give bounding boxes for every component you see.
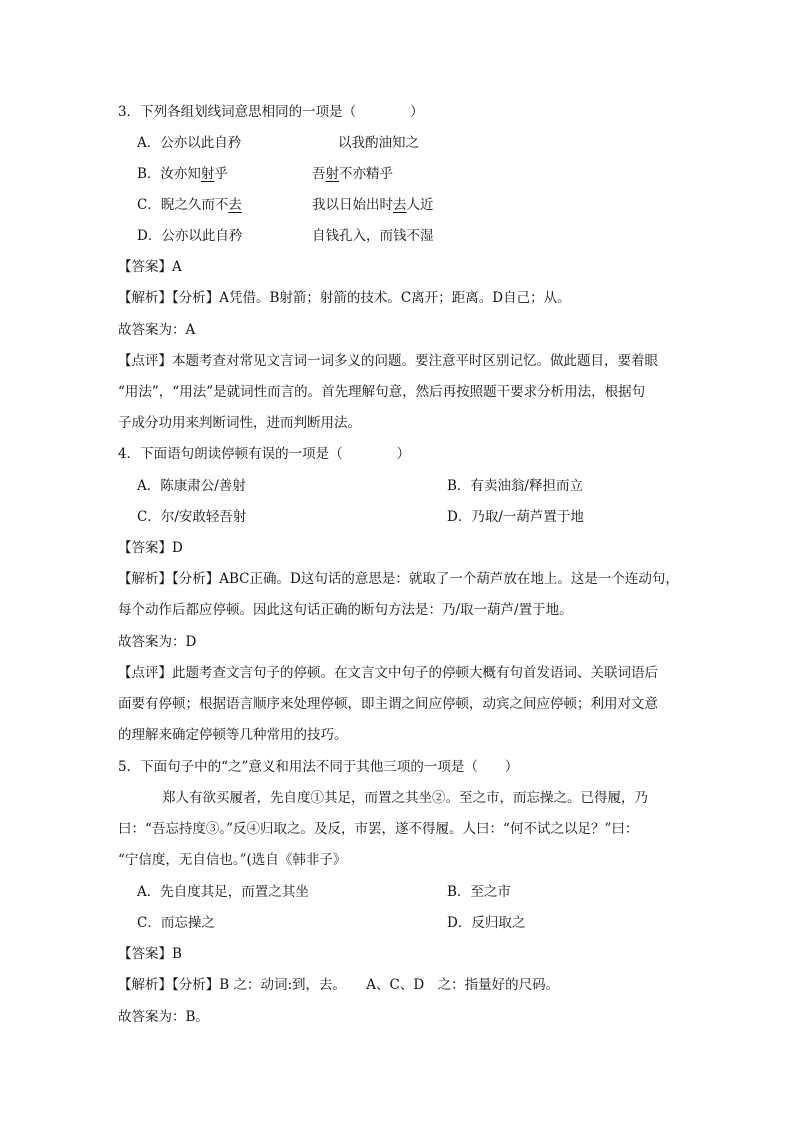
analysis-text: A凭借。B射箭；射箭的技术。C离开；距离。D自己；从。 [219,290,571,306]
q3-comment-line-2: “用法”，“用法”是就词性而言的。首先理解句意，然后再按照题干要求分析用法，根据句 [118,384,646,400]
q3-option-d-right: 自钱孔入，而钱不湿 [312,228,434,244]
text: 我以日始出时 [312,197,393,213]
analysis-text: B 之：动词:到，去。 A、C、D 之：指量好的尺码。 [219,977,560,993]
text: 不亦精乎 [339,166,393,182]
analysis-tag: 【解析】【分析】 [118,290,220,306]
q4-option-c: C．尔/安敢轻吾射 [137,509,247,525]
q5-option-b: B．至之市 [447,884,511,900]
text: 吾 [312,166,326,182]
q4-option-a: A．陈康肃公/善射 [137,478,246,494]
q5-option-c: C．而忘操之 [137,915,215,931]
underlined-word: 射 [200,166,215,182]
q3-option-a-left: A．公亦以此自矜 [137,135,242,151]
q4-comment-line-1 [118,663,658,683]
q5-answer [118,944,182,964]
analysis-tag: 【解析】【分析】 [118,977,220,993]
q4-stem: 4．下面语句朗读停顿有误的一项是（ ） [118,446,411,462]
comment-text: 本题考查对常见文言词一词多义的问题。要注意平时区别记忆。做此题目，要着眼 [172,353,658,369]
q3-option-c-right [312,195,434,215]
q5-passage-line-3: “宁信度，无自信也。”(选自《韩非子》 [118,852,347,868]
q4-answer [118,538,183,558]
q4-analysis-line-2: 每个动作后都应停顿。因此这句话正确的断句方法是：乃/取一葫芦/置于地。 [118,602,573,618]
comment-tag: 【点评】 [118,353,172,369]
answer-tag: 【答案】 [118,259,172,275]
q3-option-b-left [137,164,228,184]
answer-value: D [172,540,183,556]
underlined-word: 射 [325,166,339,182]
q4-comment-line-2: 面要有停顿；根据语言顺序来处理停顿，即主谓之间应停顿，动宾之间应停顿；利用对文意 [118,696,658,712]
q4-analysis-line-1 [118,569,679,589]
text: B．汝亦知 [137,166,201,182]
q5-option-a: A．先自度其足，而置之其坐 [137,884,309,900]
comment-tag: 【点评】 [118,665,172,681]
q5-option-d: D．反归取之 [447,915,526,931]
q5-final-answer: 故答案为：B。 [118,1009,209,1025]
underlined-word: 去 [393,197,407,213]
q3-answer [118,257,182,277]
answer-tag: 【答案】 [118,946,172,962]
q3-option-a-right: 以我酌油知之 [338,135,419,151]
text: 乎 [214,166,228,182]
q4-final-answer: 故答案为：D [118,634,197,650]
q4-option-d: D．乃取/一葫芦置于地 [447,509,584,525]
comment-text: 此题考查文言句子的停顿。在文言文中句子的停顿大概有句首发语词、关联词语后 [172,665,658,681]
q4-comment-line-3: 的理解来确定停顿等几种常用的技巧。 [118,727,348,743]
text: C．睨之久而不 [137,197,229,213]
q3-option-c-left [137,195,242,215]
q3-comment-line-1 [118,351,658,371]
q5-passage-line-1: 郑人有欲买履者，先自度①其足，而置之其坐②。至之市，而忘操之。已得履，乃 [162,790,648,806]
q5-passage-line-2: 曰：“吾忘持度③。”反④归取之。及反，市罢，遂不得履。人曰：“何不试之以足？”曰： [118,821,639,837]
q3-analysis [118,288,571,308]
q3-final-answer: 故答案为：A [118,322,196,338]
q5-analysis [118,975,559,995]
analysis-tag: 【解析】【分析】 [118,571,220,587]
q3-option-b-right [312,164,393,184]
text: 人近 [406,197,434,213]
underlined-word: 去 [228,197,242,213]
q4-option-b: B．有卖油翁/释担而立 [447,478,583,494]
answer-tag: 【答案】 [118,540,172,556]
answer-value: B [172,946,182,962]
q3-option-d-left: D．公亦以此自矜 [137,228,243,244]
q3-stem: 3．下列各组划线词意思相同的一项是（ ） [118,104,424,120]
analysis-text: ABC正确。D这句话的意思是：就取了一个葫芦放在地上。这是一个连动句， [219,571,679,587]
q3-comment-line-3: 子成分功用来判断词性，进而判断用法。 [118,415,361,431]
q5-stem: 5．下面句子中的“之”意义和用法不同于其他三项的一项是（ ） [118,759,519,775]
answer-value: A [172,259,182,275]
